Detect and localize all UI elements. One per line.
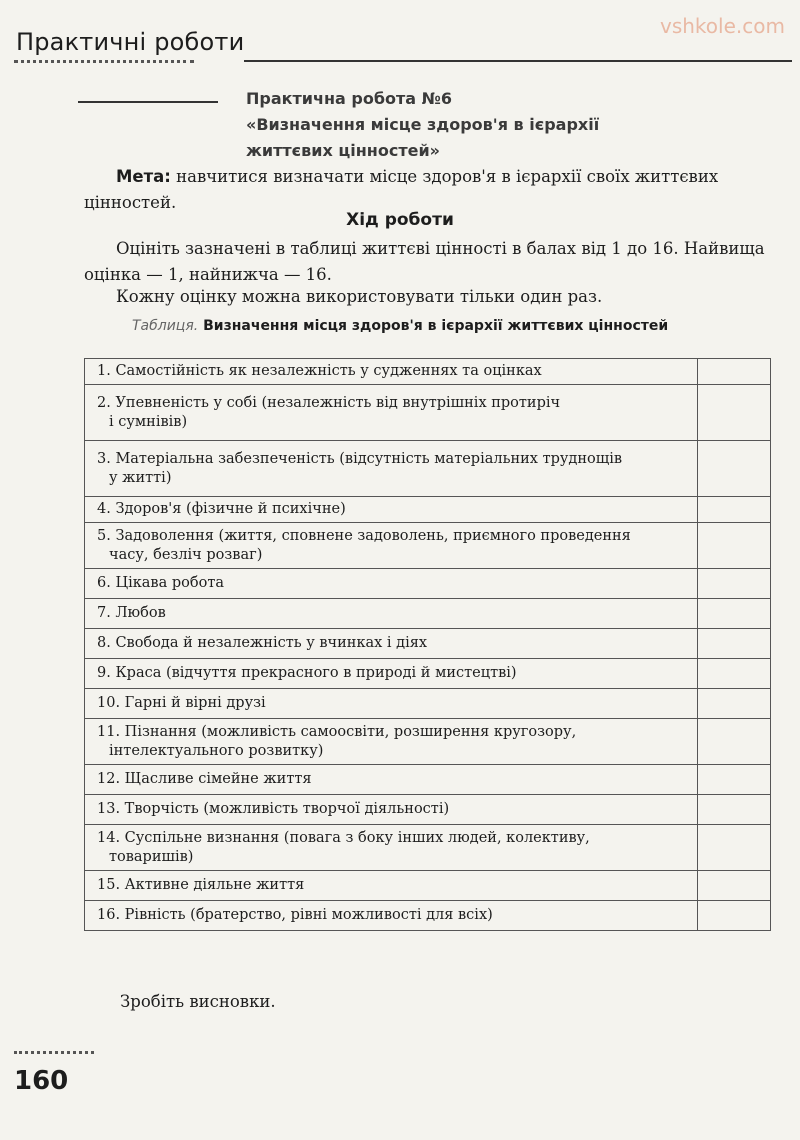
value-line-1: 15. Активне діяльне життя bbox=[97, 877, 305, 893]
values-table bbox=[84, 358, 771, 931]
table-caption-label: Таблиця. bbox=[132, 318, 199, 334]
procedure-heading: Хід роботи bbox=[346, 210, 454, 230]
value-line-2: інтелектуального розвитку) bbox=[109, 742, 324, 759]
value-line-1: 5. Задоволення (життя, сповнене задоволень, приємного проведення bbox=[97, 527, 631, 544]
value-cell bbox=[85, 359, 698, 385]
goal-paragraph bbox=[84, 164, 776, 216]
value-line-2: часу, безліч розваг) bbox=[109, 546, 263, 563]
work-title-line-2: «Визначення місце здоров'я в ієрархії bbox=[246, 115, 600, 134]
value-cell bbox=[85, 901, 698, 931]
score-cell[interactable] bbox=[698, 719, 771, 765]
table-row bbox=[85, 359, 771, 385]
value-line-1: 3. Матеріальна забезпеченість (відсутність матеріальних труднощів bbox=[97, 450, 623, 467]
value-line-1: 13. Творчість (можливість творчої діяльності) bbox=[97, 801, 450, 817]
conclusion-text: Зробіть висновки. bbox=[120, 992, 276, 1011]
goal-label: Мета: bbox=[116, 167, 171, 186]
value-cell bbox=[85, 871, 698, 901]
value-cell bbox=[85, 659, 698, 689]
table-row bbox=[85, 825, 771, 871]
value-cell bbox=[85, 765, 698, 795]
value-cell bbox=[85, 719, 698, 765]
value-cell bbox=[85, 629, 698, 659]
value-cell bbox=[85, 689, 698, 719]
value-cell bbox=[85, 795, 698, 825]
instruction-1: Оцініть зазначені в таблиці життєві цінності в балах від 1 до 16. Найвища оцінка — 1, найнижча — 16. bbox=[84, 239, 765, 284]
value-line-1: 4. Здоров'я (фізичне й психічне) bbox=[97, 501, 346, 517]
value-line-2: і сумнівів) bbox=[109, 413, 188, 430]
work-title-line-3: життєвих цінностей» bbox=[246, 141, 440, 160]
score-cell[interactable] bbox=[698, 441, 771, 497]
value-cell bbox=[85, 569, 698, 599]
goal-text: навчитися визначати місце здоров'я в ієрархії своїх життєвих цінностей. bbox=[84, 167, 719, 212]
value-line-1: 8. Свобода й незалежність у вчинках і діях bbox=[97, 635, 428, 651]
value-line-2: у житті) bbox=[109, 469, 172, 486]
instruction-2: Кожну оцінку можна використовувати тільки один раз. bbox=[116, 287, 603, 306]
score-cell[interactable] bbox=[698, 825, 771, 871]
table-row bbox=[85, 599, 771, 629]
value-line-1: 1. Самостійність як незалежність у судженнях та оцінках bbox=[97, 363, 542, 379]
table-row bbox=[85, 569, 771, 599]
work-heading bbox=[246, 86, 706, 164]
value-cell bbox=[85, 385, 698, 441]
table-row bbox=[85, 629, 771, 659]
value-cell bbox=[85, 441, 698, 497]
table-row bbox=[85, 497, 771, 523]
table-row bbox=[85, 523, 771, 569]
table-caption-text: Визначення місця здоров'я в ієрархії життєвих цінностей bbox=[198, 318, 669, 334]
table-row bbox=[85, 719, 771, 765]
work-title-line-1: Практична робота №6 bbox=[246, 89, 453, 108]
score-cell[interactable] bbox=[698, 765, 771, 795]
score-cell[interactable] bbox=[698, 385, 771, 441]
value-line-1: 14. Суспільне визнання (повага з боку інших людей, колективу, bbox=[97, 829, 590, 846]
value-cell bbox=[85, 523, 698, 569]
score-cell[interactable] bbox=[698, 795, 771, 825]
watermark: vshkole.com bbox=[660, 14, 785, 38]
page-number-rule bbox=[14, 1051, 94, 1054]
score-cell[interactable] bbox=[698, 497, 771, 523]
header-rule bbox=[244, 60, 792, 62]
table-row bbox=[85, 441, 771, 497]
table-row bbox=[85, 659, 771, 689]
score-cell[interactable] bbox=[698, 523, 771, 569]
page-number: 160 bbox=[14, 1066, 69, 1096]
value-cell bbox=[85, 825, 698, 871]
score-cell[interactable] bbox=[698, 901, 771, 931]
value-cell bbox=[85, 599, 698, 629]
table-caption bbox=[132, 318, 668, 334]
value-line-2: товаришів) bbox=[109, 848, 194, 865]
score-cell[interactable] bbox=[698, 629, 771, 659]
value-line-1: 2. Упевненість у собі (незалежність від внутрішніх протиріч bbox=[97, 394, 561, 411]
value-line-1: 6. Цікава робота bbox=[97, 575, 224, 591]
table-row bbox=[85, 871, 771, 901]
value-line-1: 9. Краса (відчуття прекрасного в природі й мистецтві) bbox=[97, 665, 517, 681]
value-line-1: 16. Рівність (братерство, рівні можливості для всіх) bbox=[97, 907, 493, 923]
value-line-1: 11. Пізнання (можливість самоосвіти, розширення кругозору, bbox=[97, 723, 577, 740]
score-cell[interactable] bbox=[698, 599, 771, 629]
section-title: Практичні роботи bbox=[16, 28, 245, 56]
table-row bbox=[85, 901, 771, 931]
value-line-1: 7. Любов bbox=[97, 605, 166, 621]
section-title-underline bbox=[14, 60, 194, 63]
table-row bbox=[85, 765, 771, 795]
score-cell[interactable] bbox=[698, 689, 771, 719]
value-line-1: 12. Щасливе сімейне життя bbox=[97, 771, 312, 787]
score-cell[interactable] bbox=[698, 871, 771, 901]
score-cell[interactable] bbox=[698, 359, 771, 385]
table-row bbox=[85, 795, 771, 825]
table-row bbox=[85, 689, 771, 719]
work-heading-rule bbox=[78, 101, 218, 103]
value-cell bbox=[85, 497, 698, 523]
value-line-1: 10. Гарні й вірні друзі bbox=[97, 695, 266, 711]
table-row bbox=[85, 385, 771, 441]
score-cell[interactable] bbox=[698, 659, 771, 689]
score-cell[interactable] bbox=[698, 569, 771, 599]
